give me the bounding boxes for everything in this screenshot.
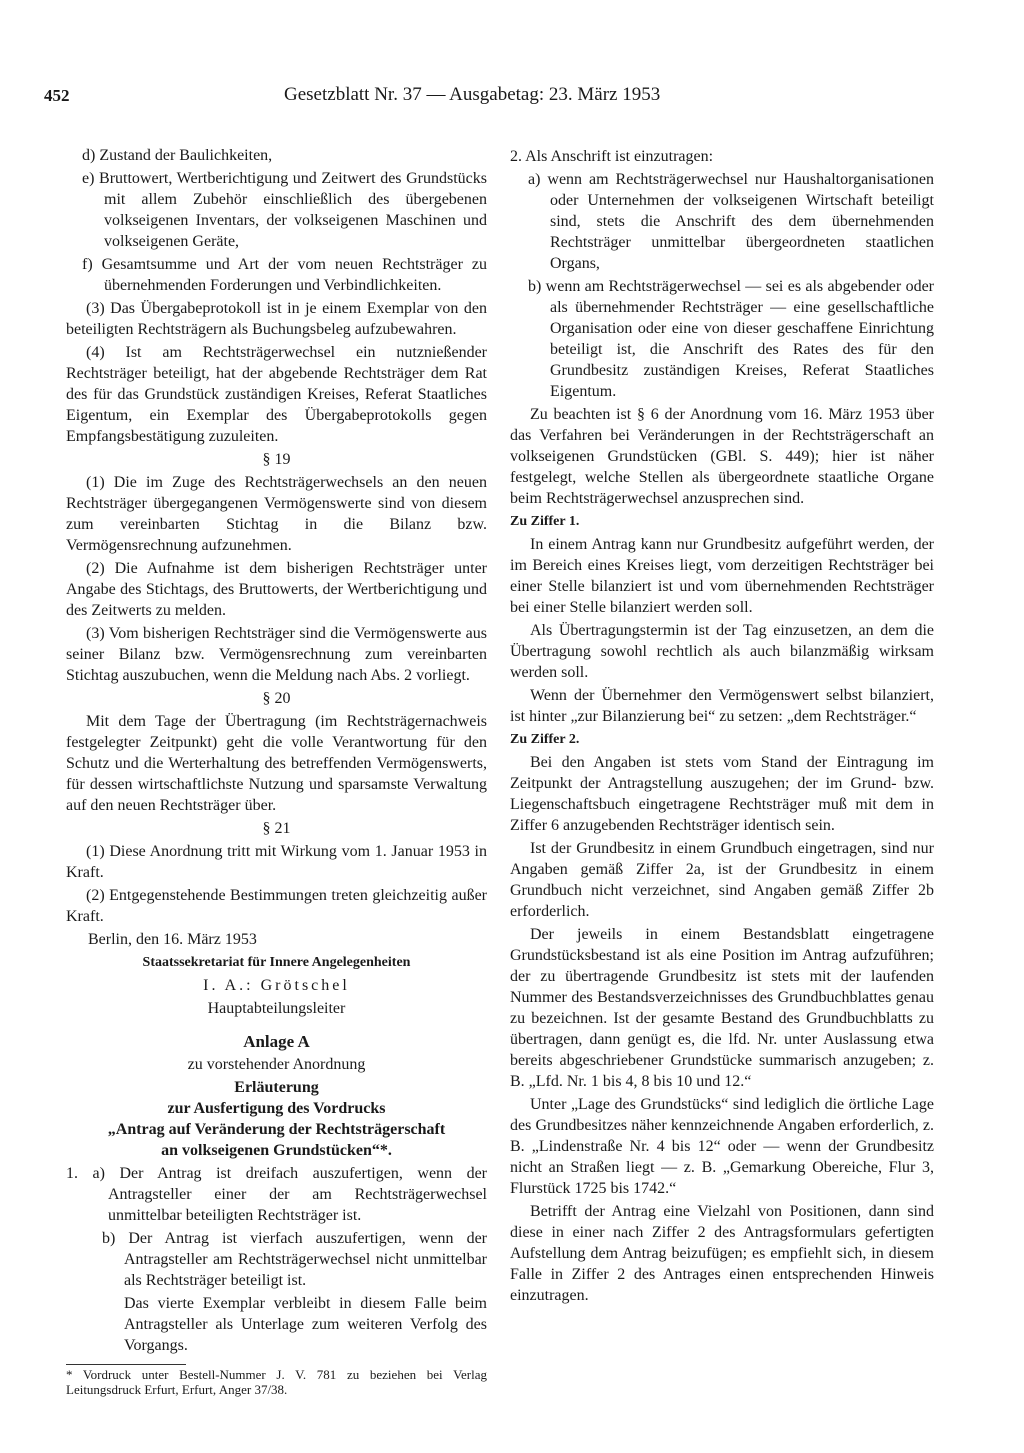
section-20-para-1: Mit dem Tage der Übertragung (im Rechtsträgernachweis festgelegter Zeitpunkt) geht die volle Verantwortung für den Schutz und die Werterhaltung des betreffenden Vermögenswerts, für dessen wirtschaftlichste Nutzung und sparsamste Verwaltung auf den neuen Rechtsträger über. (66, 713, 487, 814)
authority: Staatssekretariat für Innere Angelegenheiten (142, 955, 411, 970)
explanation-title-1: Erläuterung (234, 1079, 319, 1096)
zu-ziffer-2-para-1: Bei den Angaben ist stets vom Stand der Eintragung im Zeitpunkt der Antragstellung auszugehen; der im Grund- bzw. Liegenschaftsbuch eingetragene Rechtsträger muß mit dem in Ziffer 6 anzugebenden Rechtsträger identisch sein. (510, 754, 934, 834)
point-1b-continued: Das vierte Exemplar verbleibt in diesem Falle beim Antragsteller als Unterlage zum weiteren Verfolg des Vorgangs. (124, 1295, 487, 1354)
signer-title: Hauptabteilungsleiter (207, 1000, 346, 1017)
section-21-para-1: (1) Diese Anordnung tritt mit Wirkung vom 1. Januar 1953 in Kraft. (66, 843, 487, 881)
running-head: Gesetzblatt Nr. 37 — Ausgabetag: 23. März 1953 (284, 84, 661, 105)
note-paragraph: Zu beachten ist § 6 der Anordnung vom 16. März 1953 über das Verfahren bei Veränderungen in der Rechtsträgerschaft an volkseigenen Grundstücken (GBl. S. 449); hier ist näher festgelegt, welche Stellen als übergeordnete staatliche Organe beim Rechtsträgerwechsel anzusprechen sind. (510, 406, 934, 507)
list-item-f: f) Gesamtsumme und Art der vom neuen Rechtsträger zu übernehmenden Forderungen und Verbindlichkeiten. (82, 256, 487, 294)
section-19-para-1: (1) Die im Zuge des Rechtsträgerwechsels an den neuen Rechtsträger übergegangenen Vermögenswerte sind von diesem zum vereinbarten Stichtag in die Bilanz bzw. Vermögensrechnung aufzunehmen. (66, 474, 487, 554)
zu-ziffer-1-para-2: Als Übertragungstermin ist der Tag einzusetzen, an dem die Übertragung sowohl rechtlich als auch bilanzmäßig wirksam werden soll. (510, 622, 934, 681)
zu-ziffer-2-para-2: Ist der Grundbesitz in einem Grundbuch eingetragen, sind nur Angaben gemäß Ziffer 2a, ist der Grundbesitz in einem Grundbuch nicht verzeichnet, sind Angaben gemäß Ziffer 2b erforderlich. (510, 840, 934, 920)
section-21-para-2: (2) Entgegenstehende Bestimmungen treten gleichzeitig außer Kraft. (66, 887, 487, 925)
zu-ziffer-2-para-3: Der jeweils in einem Bestandsblatt eingetragene Grundstücksbestand ist als eine Position im Antrag aufzuführen; der zu übertragende Grundbesitz ist stets mit der laufenden Nummer des Bestandsverzeichnisses des Grundbuchblattes genau zu bezeichnen. Ist der gesamte Bestand des Grundbuchblatts zu übertragen, dann genügt es, die lfd. Nr. unter Auslassung etwa bereits abgeschriebener Grundstücke summarisch anzugeben; z. B. „Lfd. Nr. 1 bis 4, 8 bis 10 und 12.“ (510, 926, 934, 1090)
right-column (510, 146, 934, 1308)
section-21-heading: § 21 (262, 820, 291, 837)
section-19-heading: § 19 (262, 451, 291, 468)
anlage-subtitle: zu vorstehender Anordnung (187, 1056, 366, 1073)
paragraph-3: (3) Das Übergabeprotokoll ist in je einem Exemplar von den beteiligten Rechtsträgern als Buchungsbeleg aufzubewahren. (66, 300, 487, 338)
zu-ziffer-1-para-3: Wenn der Übernehmer den Vermögenswert selbst bilanziert, ist hinter „zur Bilanzierung bei“ zu setzen: „dem Rechtsträger.“ (510, 687, 934, 725)
zu-ziffer-1-para-1: In einem Antrag kann nur Grundbesitz aufgeführt werden, der im Bereich eines Kreises liegt, vom derzeitigen Rechtsträger bei einer Stelle bilanziert ist und vom übernehmenden Rechtsträger bei einer Stelle bilanziert werden soll. (510, 536, 934, 616)
section-20-heading: § 20 (262, 690, 291, 707)
section-19-para-2: (2) Die Aufnahme ist dem bisherigen Rechtsträger unter Angabe des Stichtags, des Bruttowerts, der Wertberichtigung und des Zeitwerts zu melden. (66, 560, 487, 619)
point-2a: a) wenn am Rechtsträgerwechsel nur Haushaltorganisationen oder Unternehmen der volkseigenen Wirtschaft beteiligt sind, stets die Anschrift des dem übernehmenden Rechtsträger unmittelbar übergeordneten staatlichen Organs, (528, 171, 934, 272)
zu-ziffer-2-para-4: Unter „Lage des Grundstücks“ sind lediglich die örtliche Lage des Grundbesitzes näher kennzeichnende Angaben erforderlich, z. B. „Lindenstraße Nr. 4 bis 12“ oder — wenn der Grundbesitz nicht an Straßen liegt — z. B. „Gemarkung Obereiche, Flur 3, Flurstück 1725 bis 1742.“ (510, 1096, 934, 1197)
zu-ziffer-2-para-5: Betrifft der Antrag eine Vielzahl von Positionen, dann sind diese in einer nach Ziffer 2 des Antragsformulars gefertigten Aufstellung dem Antrag beizufügen; es empfiehlt sich, in diesem Falle in Ziffer 2 des Antrages einen entsprechenden Hinweis einzutragen. (510, 1203, 934, 1304)
zu-ziffer-1-heading: Zu Ziffer 1. (510, 514, 580, 529)
zu-ziffer-2-heading: Zu Ziffer 2. (510, 732, 580, 747)
paragraph-4: (4) Ist am Rechtsträgerwechsel ein nutznießender Rechtsträger beteiligt, hat der abgebende Rechtsträger dem Rat des für das Grundstück zuständigen Kreises, Referat Staatliches Eigentum, ein Exemplar des Übergabeprotokolls gegen Empfangsbestätigung zuzuleiten. (66, 344, 487, 445)
point-2b: b) wenn am Rechtsträgerwechsel — sei es als abgebender oder als übernehmender Rechtsträger — eine gesellschaftliche Organisation oder eine von dieser geschaffene Einrichtung beteiligt ist, die Anschrift des Rates des für den Grundbesitz zuständigen Kreises, Referat Staatliches Eigentum. (528, 278, 934, 400)
list-item-e: e) Bruttowert, Wertberichtigung und Zeitwert des Grundstücks mit allem Zubehör einschließlich des übergebenen volkseigenen Inventars, der volkseigenen Maschinen und volkseigenen Geräte, (82, 170, 487, 250)
section-19-para-3: (3) Vom bisherigen Rechtsträger sind die Vermögenswerte aus seiner Bilanz bzw. Vermögensrechnung zum vereinbarten Stichtag auszubuchen, wenn die Meldung nach Abs. 2 vorliegt. (66, 625, 487, 684)
point-2: 2. Als Anschrift ist einzutragen: (510, 148, 714, 165)
list-item-d: d) Zustand der Baulichkeiten, (82, 147, 273, 164)
footnote-rule (66, 1364, 186, 1365)
place-date: Berlin, den 16. März 1953 (88, 931, 257, 948)
anlage-title: Anlage A (243, 1032, 310, 1051)
footnote: * Vordruck unter Bestell-Nummer J. V. 781 zu beziehen bei Verlag Leitungsdruck Erfurt, Erfurt, Anger 37/38. (66, 1367, 487, 1397)
explanation-title-4: an volkseigenen Grundstücken“*. (161, 1142, 392, 1159)
left-column (66, 145, 487, 1399)
page-number: 452 (44, 86, 70, 105)
point-1a: 1. a) Der Antrag ist dreifach auszufertigen, wenn der Antragsteller einer der am Rechtsträgerwechsel unmittelbar beteiligten Rechtsträger ist. (66, 1165, 487, 1224)
signature: I. A.: Grötschel (203, 977, 350, 994)
point-1b: b) Der Antrag ist vierfach auszufertigen, wenn der Antragsteller am Rechtsträgerwechsel nicht unmittelbar als Rechtsträger beteiligt ist. (102, 1230, 487, 1289)
explanation-title-2: zur Ausfertigung des Vordrucks (167, 1100, 386, 1117)
explanation-title-3: „Antrag auf Veränderung der Rechtsträgerschaft (107, 1121, 446, 1138)
